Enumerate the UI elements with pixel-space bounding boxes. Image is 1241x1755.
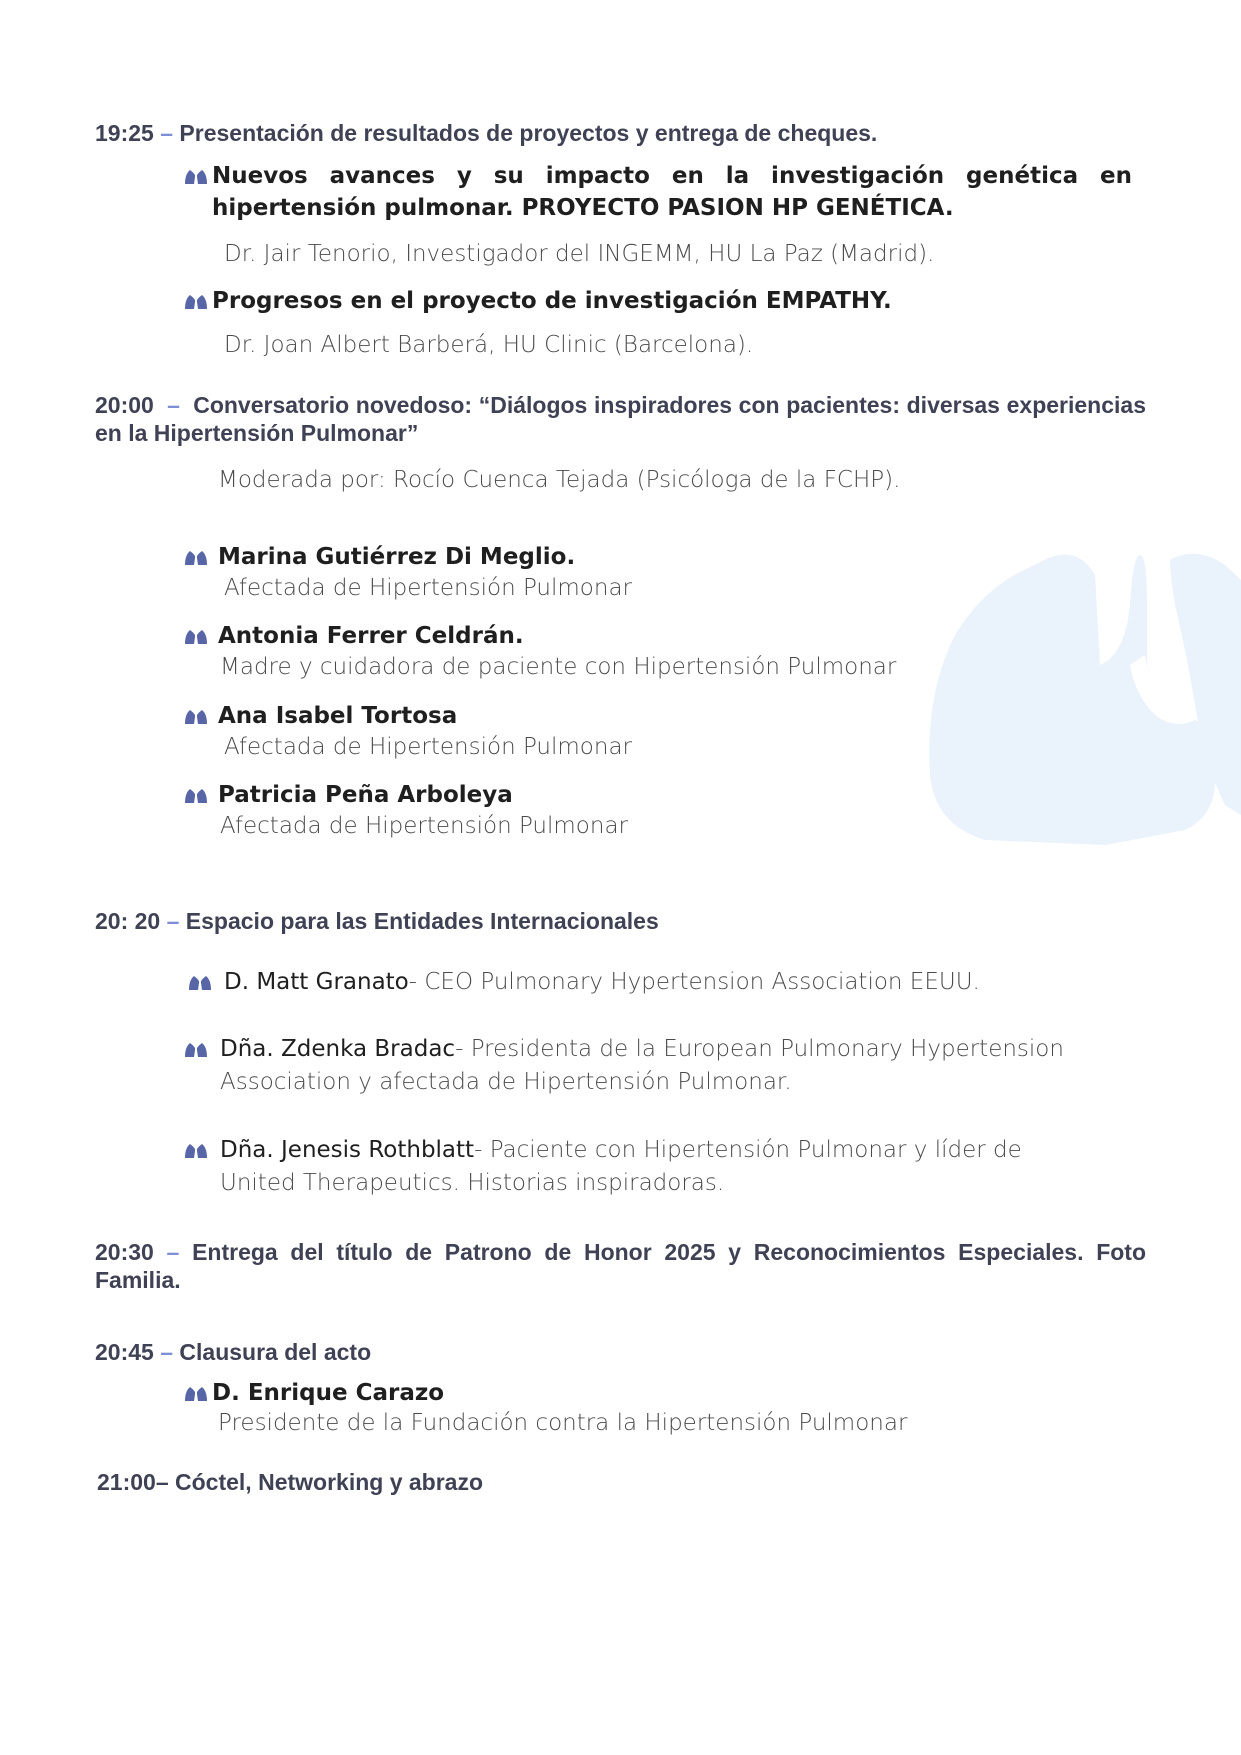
section-title: Cóctel, Networking y abrazo xyxy=(175,1469,484,1495)
speaker-name: Marina Gutiérrez Di Meglio. xyxy=(218,544,576,570)
lungs-bullet-icon xyxy=(184,785,208,805)
list-item xyxy=(184,541,575,573)
section-time: 21:00 xyxy=(97,1469,156,1495)
lungs-bullet-icon xyxy=(184,1383,208,1403)
section-dash: – xyxy=(166,908,180,934)
lungs-bullet-icon xyxy=(184,547,208,567)
section-dash: – xyxy=(166,1239,180,1265)
list-item xyxy=(184,620,524,652)
lungs-bullet-icon xyxy=(184,626,208,646)
section-time: 20: 20 xyxy=(95,908,161,934)
moderator-text: Moderada por: Rocío Cuenca Tejada (Psicóloga de la FCHP). xyxy=(218,467,901,493)
section-heading xyxy=(97,1468,1146,1496)
list-item xyxy=(184,1134,1084,1200)
list-item xyxy=(184,700,457,732)
lungs-bullet-icon xyxy=(184,706,208,726)
section-dash: – xyxy=(155,1469,169,1495)
speaker-role: Madre y cuidadora de paciente con Hipertensión Pulmonar xyxy=(220,654,897,680)
list-item xyxy=(188,966,980,999)
section-time: 20:00 xyxy=(95,392,154,418)
section-heading xyxy=(95,119,1146,147)
section-heading xyxy=(95,1238,1146,1294)
lungs-bullet-icon xyxy=(184,166,208,186)
lungs-bullet-icon xyxy=(184,1140,208,1160)
list-item xyxy=(184,160,1144,224)
section-dash: – xyxy=(160,120,174,146)
lungs-bullet-icon xyxy=(184,1039,208,1059)
speaker-name: Ana Isabel Tortosa xyxy=(218,703,458,729)
section-heading xyxy=(95,907,1146,935)
speaker-name: Patricia Peña Arboleya xyxy=(218,782,513,808)
speaker-name: Antonia Ferrer Celdrán. xyxy=(218,623,524,649)
section-heading xyxy=(95,1338,1146,1366)
list-item xyxy=(184,285,892,317)
item-title: Nuevos avances y su impacto en la investigación genética en hipertensión pulmonar. PROYECTO PASION HP GENÉTICA. xyxy=(212,163,1132,221)
section-heading xyxy=(95,391,1146,447)
lungs-bullet-icon xyxy=(188,972,212,992)
section-title: Presentación de resultados de proyectos y entrega de cheques. xyxy=(179,120,878,146)
speaker-role: Afectada de Hipertensión Pulmonar xyxy=(224,575,632,601)
section-title: Espacio para las Entidades Internacionales xyxy=(185,908,659,934)
section-time: 20:30 xyxy=(95,1239,154,1265)
entity-description: - CEO Pulmonary Hypertension Association EEUU. xyxy=(408,969,980,995)
item-detail: Dr. Joan Albert Barberá, HU Clinic (Barcelona). xyxy=(224,332,754,358)
section-time: 19:25 xyxy=(95,120,154,146)
lungs-watermark-icon xyxy=(925,545,1241,845)
item-title: Progresos en el proyecto de investigación EMPATHY. xyxy=(212,288,892,314)
lungs-bullet-icon xyxy=(184,291,208,311)
list-item xyxy=(184,1377,444,1409)
entity-description: - Paciente con Hipertensión Pulmonar y líder de United Therapeutics. Historias inspiradoras. xyxy=(220,1137,1022,1196)
speaker-role: Presidente de la Fundación contra la Hipertensión Pulmonar xyxy=(218,1410,908,1436)
entity-name: D. Matt Granato xyxy=(224,969,409,995)
section-title: Entrega del título de Patrono de Honor 2025 y Reconocimientos Especiales. Foto Familia. xyxy=(95,1239,1147,1293)
speaker-role: Afectada de Hipertensión Pulmonar xyxy=(224,734,632,760)
section-dash: – xyxy=(167,392,180,418)
section-title: Conversatorio novedoso: “Diálogos inspiradores con pacientes: diversas experiencias en la Hipertensión Pulmonar” xyxy=(95,392,1146,446)
list-item xyxy=(184,1033,1084,1099)
section-time: 20:45 xyxy=(95,1339,154,1365)
list-item xyxy=(184,779,513,811)
entity-name: Dña. Zdenka Bradac xyxy=(220,1036,456,1062)
section-dash: – xyxy=(160,1339,174,1365)
entity-name: Dña. Jenesis Rothblatt xyxy=(220,1137,475,1163)
speaker-name: D. Enrique Carazo xyxy=(212,1380,445,1406)
entity-description: - Presidenta de la European Pulmonary Hypertension Association y afectada de Hipertensión Pulmonar. xyxy=(220,1036,1064,1095)
speaker-role: Afectada de Hipertensión Pulmonar xyxy=(220,813,628,839)
item-detail: Dr. Jair Tenorio, Investigador del INGEMM, HU La Paz (Madrid). xyxy=(224,241,935,267)
section-title: Clausura del acto xyxy=(179,1339,372,1365)
